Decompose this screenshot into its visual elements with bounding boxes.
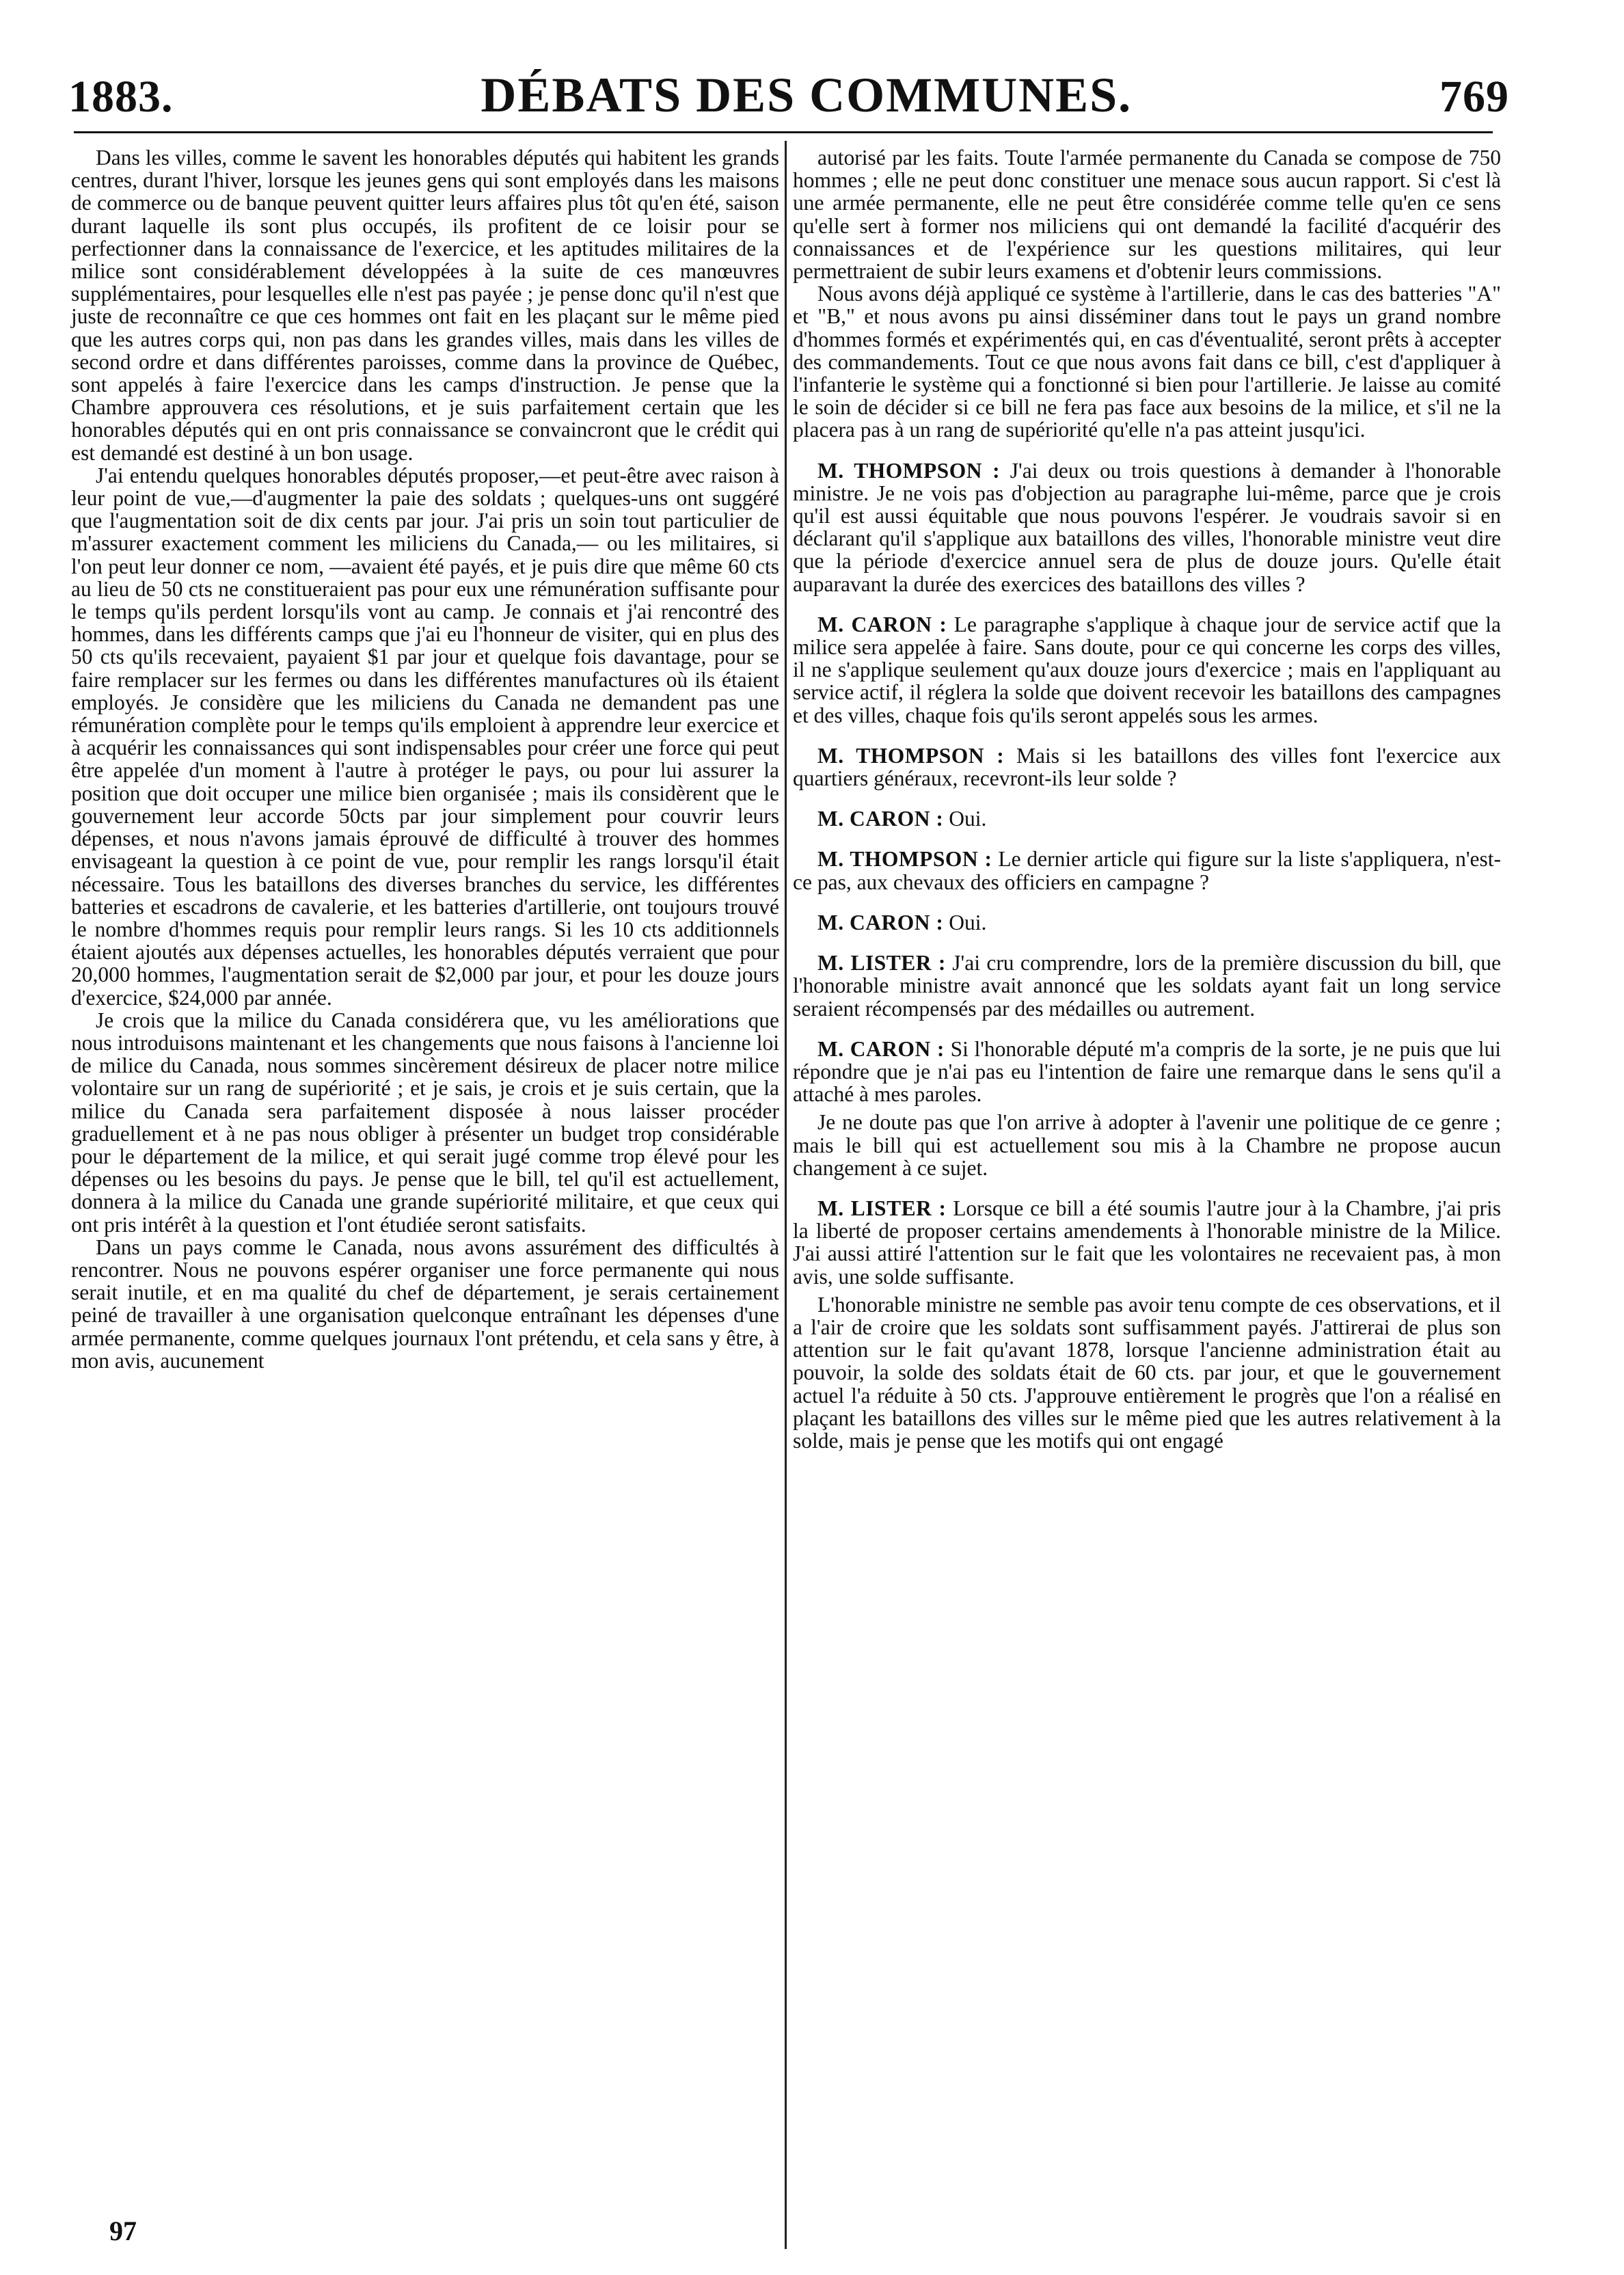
page-header [68,67,1509,126]
paragraph [793,282,1501,441]
left-column [71,146,779,1372]
paragraph-text: J'ai cru comprendre, lors de la première discussion du bill, que l'honorable ministre avait annoncé que les soldats ayant fait un long service seraient récompensés par des médailles ou autrement. [793,951,1502,1021]
paragraph-text: autorisé par les faits. Toute l'armée permanente du Canada se compose de 750 hommes ; elle ne peut donc constituer une menace sous aucun rapport. Si c'est là une armée permanente, elle ne peut être considérée comme telle qu'en ce sens qu'elle sert à former nos miliciens qui ont demandé la facilité d'acquérir des connaissances et de l'expérience sur les questions militaires, qui leur permettraient de subir leurs examens et d'obtenir leurs commissions. [793,146,1501,284]
speaker-name: M. THOMPSON : [817,458,1001,483]
paragraph [793,1038,1501,1106]
paragraph-text: Si l'honorable député m'a compris de la sorte, je ne puis que lui répondre que je n'ai pas eu l'intention de faire une remarque dans le sens qu'il a attaché à mes paroles. [793,1036,1502,1107]
speaker-name: M. CARON : [817,612,947,636]
paragraph-text: Le dernier article qui figure sur la liste s'appliquera, n'est-ce pas, aux chevaux des officiers en campagne ? [793,847,1501,894]
speaker-name: M. THOMPSON : [817,743,1005,768]
right-column [793,146,1501,1452]
column-divider [785,141,787,2249]
paragraph [793,807,1501,830]
paragraph-text: Nous avons déjà appliqué ce système à l'artillerie, dans le cas des batteries "A" et "B," et nous avons pu ainsi disséminer dans tout le pays un grand nombre d'hommes formés et expérimentés qui, en cas d'éventualité, seront prêts à accepter des commandements. Tout ce que nous avons fait dans ce bill, c'est d'appliquer à l'infanterie le système qui a fonctionné si bien pour l'artillerie. Je laisse au comité le soin de décider si ce bill ne fera pas face aux besoins de la milice, et s'il ne la placera pas à un rang de supériorité qu'elle n'a pas atteint jusqu'ici. [793,282,1501,442]
paragraph [793,613,1501,727]
paragraph-text: Mais si les bataillons des villes font l'exercice aux quartiers généraux, recevront-ils leur solde ? [793,743,1502,791]
speaker-name: M. CARON : [817,807,944,831]
speaker-name: M. LISTER : [817,951,946,975]
paragraph [793,146,1501,282]
paragraph [793,848,1501,893]
header-rule [74,131,1493,133]
header-title: DÉBATS DES COMMUNES. [481,68,1133,122]
paragraph [793,911,1501,934]
paragraph: Je crois que la milice du Canada considérera que, vu les améliorations que nous introduisons maintenant et les changements que nous faisons à l'ancienne loi de milice du Canada, nous sommes sincèrement désireux de placer notre milice volontaire sur un rang de supériorité ; et je sais, je crois et je suis certain, que la milice du Canada sera parfaitement disposée à nous laisser procéder graduellement et à ne pas nous obliger à présenter un budget trop considérable pour le département de la milice, et qui serait jugé comme trop élevé pour les dépenses ou les besoins du pays. Je pense que le bill, tel qu'il est actuellement, donnera à la milice du Canada une grande supériorité militaire, et que ceux qui ont pris intérêt à la question et l'ont étudiée seront satisfaits. [71,1008,779,1237]
speaker-name: M. CARON : [817,1036,945,1061]
paragraph-text: L'honorable ministre ne semble pas avoir tenu compte de ces observations, et il a l'air de croire que les soldats sont suffisamment payés. J'attirerai de plus son attention sur le fait qu'avant 1878, lorsque l'ancienne administration était au pouvoir, la solde des soldats était de 60 cts. par jour, et que le gouvernement actuel l'a réduite à 50 cts. J'approuve entièrement le progrès que l'on a réalisé en plaçant les bataillons des villes sur le même pied que les autres relativement à la solde, mais je pense que les motifs qui ont engagé [793,1292,1501,1453]
paragraph [793,1293,1501,1452]
paragraph-text: Oui. [949,807,987,831]
paragraph [793,744,1501,790]
paragraph: Dans un pays comme le Canada, nous avons assurément des difficultés à rencontrer. Nous ne pouvons espérer organiser une force permanente qui nous serait inutile, et en ma qualité du chef de département, je serais certainement peiné de travailler à une organisation quelconque entraînant les dépenses d'une armée permanente, comme quelques journaux l'ont prétendu, et cela sans y être, à mon avis, aucunement [71,1235,779,1373]
paragraph-text: J'ai deux ou trois questions à demander à l'honorable ministre. Je ne vois pas d'objection au paragraphe lui-même, parce que je crois qu'il est aussi équitable que nous pouvons l'espérer. Je voudrais savoir si en déclarant qu'il s'applique aux bataillons des villes, l'honorable ministre veut dire que la période d'exercice annuel sera de plus de douze jours. Qu'elle était auparavant la durée des exercices des bataillons des villes ? [793,458,1501,596]
speaker-name: M. THOMPSON : [817,847,992,872]
paragraph-text: Oui. [949,910,987,934]
signature-mark: 97 [109,2216,137,2246]
paragraph [793,459,1501,595]
speaker-name: M. LISTER : [817,1196,947,1220]
header-year: 1883. [68,72,174,122]
paragraph: J'ai entendu quelques honorables députés proposer,—et peut-être avec raison à leur point de vue,—d'augmenter la paie des soldats ; quelques-uns ont suggéré que l'augmentation soit de dix cents par jour. J'ai pris un soin tout particulier de m'assurer exactement comment les miliciens du Canada,— ou les militaires, si l'on peut leur donner ce nom, —avaient été payés, et je puis dire que même 60 cts au lieu de 50 cts ne constitueraient pas pour eux une rémunération suffisante pour le temps qu'ils perdent lorsqu'ils vont au camp. Je connais et j'ai rencontré des hommes, dans les différents camps que j'ai eu l'honneur de visiter, qui en plus des 50 cts qu'ils recevaient, payaient $1 par jour et quelque fois davantage, pour se faire remplacer sur les fermes ou dans les différentes manufactures où ils étaient employés. Je considère que les miliciens du Canada ne demandent pas une rémunération complète pour le temps qu'ils emploient à apprendre leur exercice et à acquérir les connaissances qui sont indispensables pour créer une force qui peut être appelée d'un moment à l'autre à protéger le pays, ou pour lui assurer la position que doit occuper une milice bien organisée ; mais ils considèrent que le gouvernement leur accorde 50cts par jour simplement pour couvrir leurs dépenses, et nous n'avons jamais éprouvé de difficulté à trouver des hommes envisageant la question à ce point de vue, pour remplir les rangs lorsqu'il était nécessaire. Tous les bataillons des diverses branches du service, les différentes batteries et escadrons de cavalerie, et les batteries d'artillerie, ont toujours trouvé le nombre d'hommes requis pour remplir leurs rangs. Si les 10 cts additionnels étaient ajoutés aux dépenses actuelles, les honorables députés verraient que pour 20,000 hommes, l'augmentation serait de $2,000 par jour, et pour les douze jours d'exercice, $24,000 par année. [71,463,779,1010]
paragraph [793,1197,1501,1288]
paragraph-text: Je ne doute pas que l'on arrive à adopter à l'avenir une politique de ce genre ; mais le bill qui est actuellement sou mis à la Chambre ne propose aucun changement à ce sujet. [793,1110,1501,1180]
paragraph-text: Lorsque ce bill a été soumis l'autre jour à la Chambre, j'ai pris la liberté de proposer certains amendements à l'honorable ministre de la Milice. J'ai aussi attiré l'attention sur le fait que les volontaires ne recevaient pas, à mon avis, une solde suffisante. [793,1196,1502,1289]
paragraph [793,1111,1501,1179]
header-page-number: 769 [1439,72,1509,122]
paragraph: Dans les villes, comme le savent les honorables députés qui habitent les grands centres, durant l'hiver, lorsque les jeunes gens qui sont employés dans les maisons de commerce ou de banque peuvent quitter leurs affaires plus tôt qu'en été, saison durant laquelle ils sont plus occupés, ils profitent de ce loisir pour se perfectionner dans la connaissance de l'exercice, et les aptitudes militaires de la milice sont considérablement développées à la suite de ces manœuvres supplémentaires, pour lesquelles elle n'est pas payée ; je pense donc qu'il n'est que juste de reconnaître ce que ces hommes ont fait en les plaçant sur le même pied que les autres corps qui, non pas dans les grandes villes, mais dans les villes de second ordre et dans différentes paroisses, comme dans la province de Québec, sont appelés à faire l'exercice dans les camps d'instruction. Je pense que la Chambre approuvera ces résolutions, et je suis parfaitement certain que les honorables députés qui en ont pris connaissance se convaincront que le crédit qui est demandé est destiné à un bon usage. [71,146,779,465]
paragraph-text: Le paragraphe s'applique à chaque jour de service actif que la milice sera appelée à faire. Sans doute, pour ce qui concerne les corps des villes, il ne s'applique seulement qu'aux douze jours d'exercice ; mais en l'appliquant au service actif, il réglera la solde que doivent recevoir les bataillons des campagnes et des villes, chaque fois qu'ils seront appelés sous les armes. [793,612,1501,727]
paragraph [793,952,1501,1020]
speaker-name: M. CARON : [817,910,944,934]
